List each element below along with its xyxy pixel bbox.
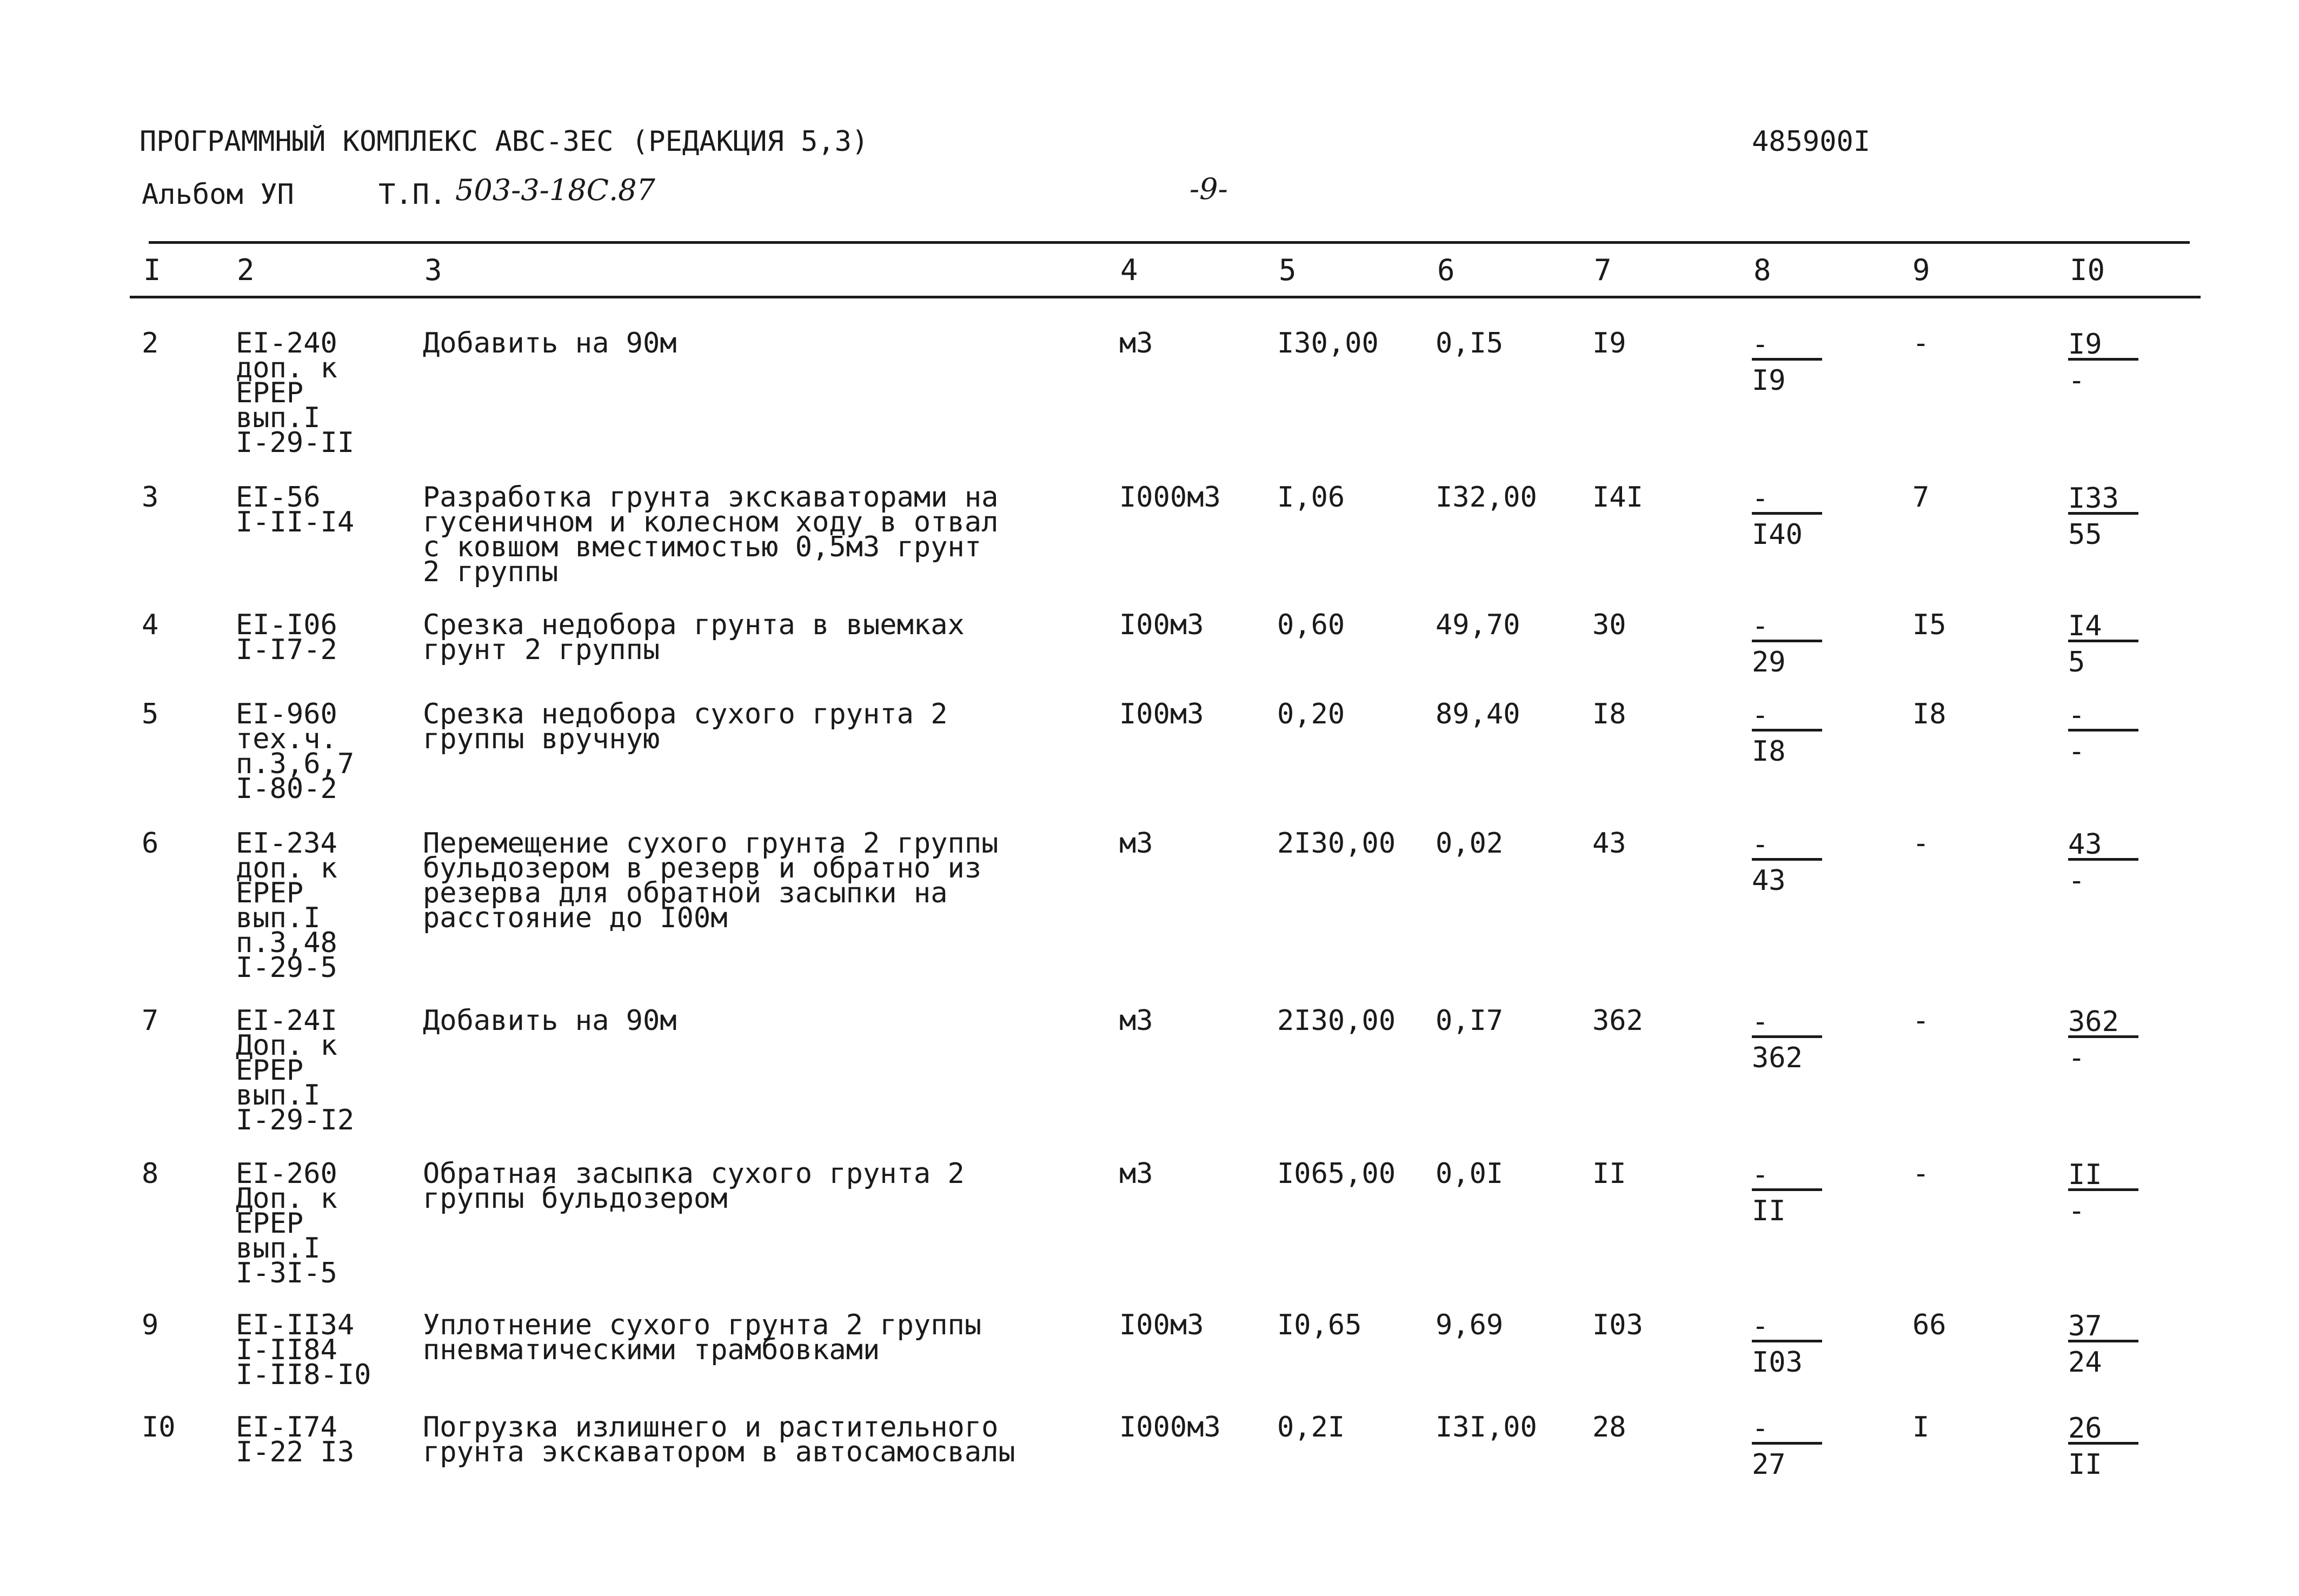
norm-code: EI-240 доп. к ЕРЕР вып.I I-29-II: [236, 327, 355, 459]
row-number: 7: [142, 1005, 159, 1037]
col-header-3: 3: [424, 253, 442, 287]
col-header-9: 9: [1912, 253, 1930, 287]
work-description: Добавить на 90м: [423, 1005, 677, 1037]
unit-price: 9,69: [1436, 1309, 1504, 1341]
top-rule: [149, 241, 2190, 244]
col-header-1: I: [143, 253, 161, 287]
fraction-numerator: I4: [2068, 613, 2138, 642]
col10-fraction: [2068, 1310, 2144, 1379]
work-description: Добавить на 90м: [423, 327, 677, 360]
album-label: Альбом УП: [142, 178, 294, 211]
fraction-denominator: -: [2068, 735, 2085, 768]
unit-price: 49,70: [1436, 609, 1520, 641]
unit-of-measure: I000м3: [1119, 1411, 1221, 1444]
document-code: 485900I: [1752, 125, 1871, 158]
quantity: 0,60: [1277, 609, 1345, 641]
work-description: Срезка недобора сухого грунта 2 группы вручную: [423, 698, 948, 755]
row-number: I0: [142, 1411, 176, 1444]
col9-value: 66: [1912, 1309, 1946, 1341]
col8-fraction: [1752, 1008, 1828, 1072]
total-cost: 30: [1592, 609, 1626, 641]
total-cost: I4I: [1592, 481, 1643, 514]
col9-value: -: [1912, 327, 1930, 360]
quantity: I065,00: [1277, 1158, 1396, 1190]
col-header-4: 4: [1120, 253, 1138, 287]
unit-of-measure: I00м3: [1119, 609, 1204, 641]
work-description: Уплотнение сухого грунта 2 группы пневматическими трамбовками: [423, 1309, 982, 1366]
work-description: Обратная засыпка сухого грунта 2 группы бульдозером: [423, 1158, 965, 1215]
norm-code: EI-960 тех.ч. п.3,6,7 I-80-2: [236, 698, 355, 805]
row-number: 4: [142, 609, 159, 641]
fraction-denominator: 27: [1752, 1448, 1786, 1481]
unit-price: I3I,00: [1436, 1411, 1537, 1444]
row-number: 5: [142, 698, 159, 730]
fraction-numerator: -: [1752, 1161, 1822, 1191]
col10-fraction: [2068, 482, 2144, 551]
col-header-6: 6: [1437, 253, 1455, 287]
norm-code: EI-I74 I-22 I3: [236, 1411, 355, 1468]
norm-code: EI-260 Доп. к ЕРЕР вып.I I-3I-5: [236, 1158, 337, 1289]
unit-price: 0,02: [1436, 827, 1504, 860]
col9-value: 7: [1912, 481, 1930, 514]
unit-price: 0,I7: [1436, 1005, 1504, 1037]
col9-value: I: [1912, 1411, 1930, 1444]
fraction-denominator: I8: [1752, 735, 1786, 768]
fraction-denominator: I03: [1752, 1346, 1803, 1379]
fraction-denominator: -: [2068, 864, 2085, 897]
fraction-numerator: I33: [2068, 485, 2138, 515]
unit-price: I32,00: [1436, 481, 1537, 514]
quantity: 0,2I: [1277, 1411, 1345, 1444]
col8-fraction: [1752, 828, 1828, 897]
col-header-5: 5: [1279, 253, 1297, 287]
fraction-denominator: I40: [1752, 518, 1803, 551]
norm-code: EI-II34 I-II84 I-II8-I0: [236, 1309, 371, 1391]
row-number: 6: [142, 827, 159, 860]
norm-code: EI-I06 I-I7-2: [236, 609, 337, 666]
quantity: I30,00: [1277, 327, 1379, 360]
quantity: 2I30,00: [1277, 827, 1396, 860]
fraction-numerator: 362: [2068, 1008, 2138, 1038]
header-bottom-rule: [130, 296, 2201, 298]
col10-fraction: [2068, 1412, 2144, 1481]
norm-code: EI-24I Доп. к ЕРЕР вып.I I-29-I2: [236, 1005, 355, 1136]
unit-of-measure: I000м3: [1119, 481, 1221, 514]
total-cost: 28: [1592, 1411, 1626, 1444]
unit-price: 0,0I: [1436, 1158, 1504, 1190]
fraction-denominator: 43: [1752, 864, 1786, 897]
unit-of-measure: I00м3: [1119, 1309, 1204, 1341]
work-description: Срезка недобора грунта в выемках грунт 2 группы: [423, 609, 965, 666]
col8-fraction: [1752, 328, 1828, 397]
fraction-denominator: 5: [2068, 646, 2085, 679]
col8-fraction: [1752, 610, 1828, 679]
col8-fraction: [1752, 1310, 1828, 1379]
program-title: ПРОГРАММНЫЙ КОМПЛЕКС АВС-ЗЕС: [139, 125, 614, 158]
work-description: Погрузка излишнего и растительного грунта экскаватором в автосамосвалы: [423, 1411, 1015, 1468]
fraction-numerator: I9: [2068, 331, 2138, 361]
fraction-denominator: 29: [1752, 646, 1786, 679]
tp-number-handwritten: 503-3-18С.87: [455, 173, 655, 207]
col-header-10: I0: [2070, 253, 2105, 287]
fraction-numerator: 26: [2068, 1415, 2138, 1445]
total-cost: 43: [1592, 827, 1626, 860]
edition-label: (РЕДАКЦИЯ 5,3): [632, 125, 869, 158]
fraction-numerator: -: [1752, 331, 1822, 361]
fraction-numerator: -: [1752, 1008, 1822, 1038]
col9-value: I8: [1912, 698, 1946, 730]
fraction-denominator: I9: [1752, 364, 1786, 397]
unit-of-measure: м3: [1119, 1158, 1153, 1190]
norm-code: EI-234 доп. к ЕРЕР вып.I п.3,48 I-29-5: [236, 827, 337, 984]
fraction-denominator: 55: [2068, 518, 2102, 551]
col10-fraction: [2068, 328, 2144, 397]
unit-of-measure: м3: [1119, 1005, 1153, 1037]
fraction-numerator: -: [1752, 702, 1822, 732]
row-number: 9: [142, 1309, 159, 1341]
fraction-denominator: II: [1752, 1195, 1786, 1227]
fraction-numerator: 37: [2068, 1313, 2138, 1342]
col8-fraction: [1752, 1161, 1828, 1225]
row-number: 8: [142, 1158, 159, 1190]
total-cost: I03: [1592, 1309, 1643, 1341]
norm-code: EI-56 I-II-I4: [236, 481, 355, 538]
work-description: Разработка грунта экскаваторами на гусеничном и колесном ходу в отвал с ковшом вместимостью 0,5м3 грунт 2 группы: [423, 481, 999, 588]
fraction-numerator: -: [1752, 831, 1822, 861]
tp-prefix: Т.П.: [378, 178, 447, 211]
unit-of-measure: I00м3: [1119, 698, 1204, 730]
fraction-denominator: -: [2068, 1195, 2085, 1227]
page-number: -9-: [1190, 172, 1228, 206]
col10-fraction: [2068, 699, 2144, 768]
fraction-numerator: -: [1752, 613, 1822, 642]
col9-value: -: [1912, 1005, 1930, 1037]
col10-fraction: [2068, 1008, 2144, 1072]
unit-price: 0,I5: [1436, 327, 1504, 360]
work-description: Перемещение сухого грунта 2 группы бульдозером в резерв и обратно из резерва для обратной засыпки на расстояние до I00м: [423, 827, 999, 934]
col8-fraction: [1752, 1412, 1828, 1481]
fraction-numerator: -: [1752, 1415, 1822, 1445]
fraction-denominator: 362: [1752, 1042, 1803, 1074]
total-cost: I8: [1592, 698, 1626, 730]
fraction-numerator: -: [1752, 485, 1822, 515]
col10-fraction: [2068, 1161, 2144, 1225]
total-cost: I9: [1592, 327, 1626, 360]
col8-fraction: [1752, 699, 1828, 768]
fraction-numerator: -: [1752, 1313, 1822, 1342]
total-cost: 362: [1592, 1005, 1643, 1037]
col-header-7: 7: [1594, 253, 1612, 287]
fraction-denominator: -: [2068, 364, 2085, 397]
fraction-numerator: 43: [2068, 831, 2138, 861]
fraction-denominator: -: [2068, 1042, 2085, 1074]
quantity: I0,65: [1277, 1309, 1362, 1341]
unit-of-measure: м3: [1119, 327, 1153, 360]
col-header-2: 2: [237, 253, 255, 287]
fraction-denominator: II: [2068, 1448, 2102, 1481]
col9-value: I5: [1912, 609, 1946, 641]
col9-value: -: [1912, 1158, 1930, 1190]
row-number: 2: [142, 327, 159, 360]
row-number: 3: [142, 481, 159, 514]
col10-fraction: [2068, 610, 2144, 679]
fraction-numerator: II: [2068, 1161, 2138, 1191]
quantity: 2I30,00: [1277, 1005, 1396, 1037]
quantity: I,06: [1277, 481, 1345, 514]
col10-fraction: [2068, 828, 2144, 897]
col8-fraction: [1752, 482, 1828, 551]
unit-price: 89,40: [1436, 698, 1520, 730]
col9-value: -: [1912, 827, 1930, 860]
quantity: 0,20: [1277, 698, 1345, 730]
fraction-numerator: -: [2068, 702, 2138, 732]
total-cost: II: [1592, 1158, 1626, 1190]
col-header-8: 8: [1753, 253, 1771, 287]
unit-of-measure: м3: [1119, 827, 1153, 860]
fraction-denominator: 24: [2068, 1346, 2102, 1379]
